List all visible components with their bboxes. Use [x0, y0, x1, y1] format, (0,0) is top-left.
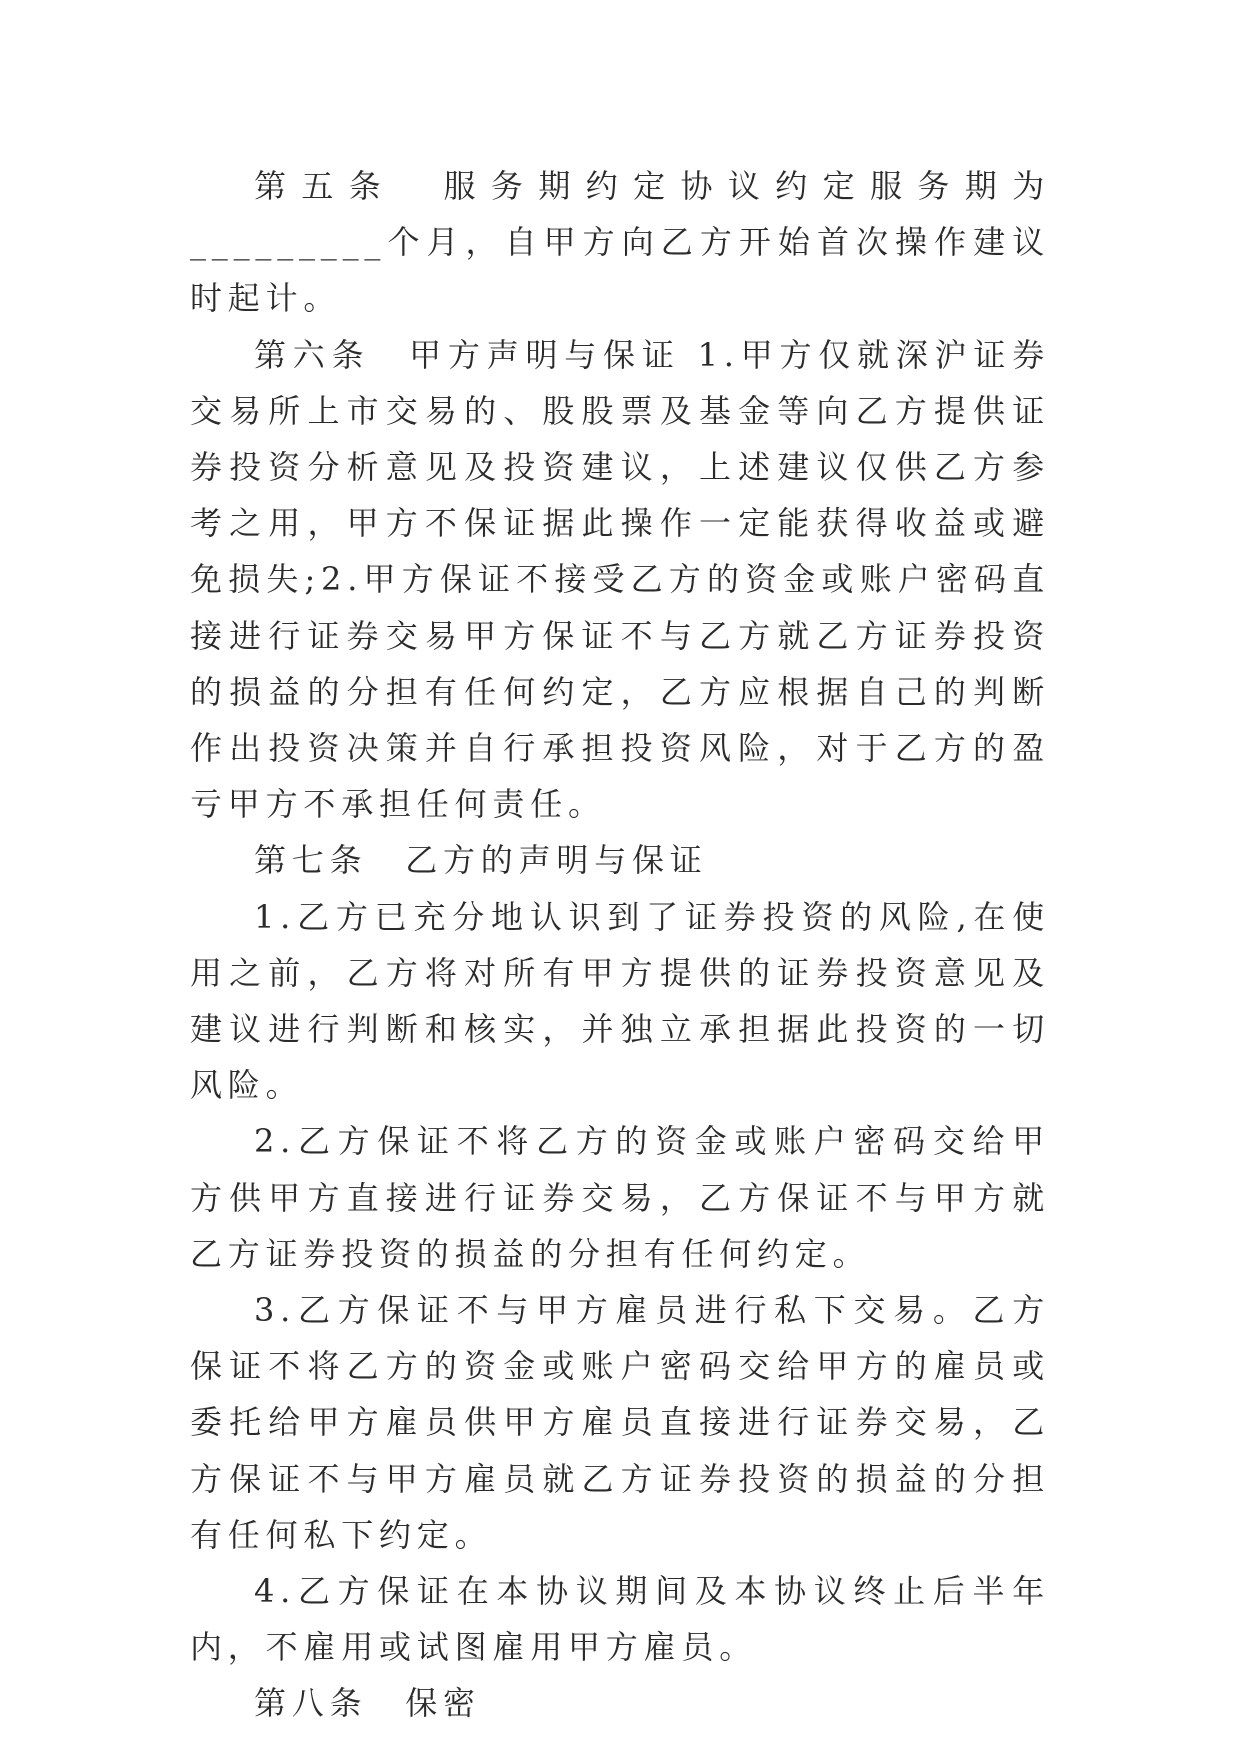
- article-7-item-1: 1.乙方已充分地认识到了证券投资的风险,在使用之前，乙方将对所有甲方提供的证券投资意见及建议进行判断和核实，并独立承担据此投资的一切风险。: [190, 897, 1050, 1105]
- article-6-paragraph: 第六条 甲方声明与保证 1.甲方仅就深沪证券交易所上市交易的、股股票及基金等向乙方提供证券投资分析意见及投资建议，上述建议仅供乙方参考之用，甲方不保证据此操作一定能获得收益或避免损失;2.甲方保证不接受乙方的资金或账户密码直接进行证券交易甲方保证不与乙方就乙方证券投资的损益的分担有任何约定，乙方应根据自己的判断作出投资决策并自行承担投资风险，对于乙方的盈亏甲方不承担任何责任。: [190, 335, 1050, 824]
- article-5-paragraph: 第五条 服务期约定协议约定服务期为_________个月，自甲方向乙方开始首次操作建议时起计。: [190, 167, 1050, 318]
- article-7-item-4: 4.乙方保证在本协议期间及本协议终止后半年内，不雇用或试图雇用甲方雇员。: [190, 1572, 1050, 1667]
- article-7-item-2: 2.乙方保证不将乙方的资金或账户密码交给甲方供甲方直接进行证券交易，乙方保证不与甲方就乙方证券投资的损益的分担有任何约定。: [190, 1122, 1050, 1273]
- article-8-heading: 第八条 保密: [254, 1684, 481, 1723]
- document-body: [190, 158, 1050, 1732]
- article-7-heading: 第七条 乙方的声明与保证: [254, 841, 708, 880]
- article-7-item-3: 3.乙方保证不与甲方雇员进行私下交易。乙方保证不将乙方的资金或账户密码交给甲方的雇员或委托给甲方雇员供甲方雇员直接进行证券交易，乙方保证不与甲方雇员就乙方证券投资的损益的分担有任何私下约定。: [190, 1291, 1050, 1554]
